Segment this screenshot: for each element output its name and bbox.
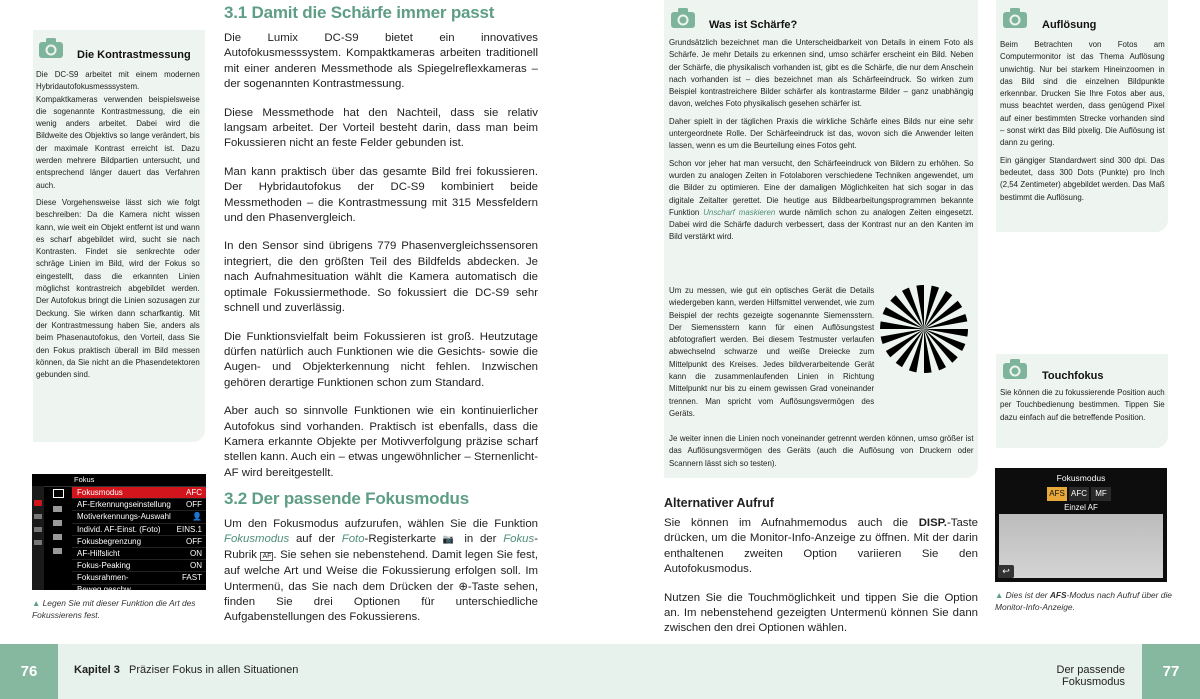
schaerfe-text-mid xyxy=(669,284,874,424)
box-paragraph: Beim Betrachten von Fotos am Computermonitor ist das Thema Auflösung unwichtig. Nur bei starkem Hineinzoomen in das Bild sind die einzelnen Bildpunkte erkennbar. Drucken Sie Ihre Fotos aber aus, muss beachtet werden, dass genügend Pixel auf einer bestimmten Strecke vorhanden sind – sonst wirkt das Bild pixelig. Die Auflösung ist dann zu gering. xyxy=(1000,39,1165,148)
text-run: Schon vor jeher hat man versucht, den Schärfeeindruck von Bildern zu erhöhen. So wurden zu analogen Zeiten in Fotolaboren verschiedene Techniken angewendet, um die Bilder zu optimieren. Eine der damaligen Möglichkeiten hat sich sogar in das digitale Zeitalter gerettet. Die heutige aus Bildbearbeitungsprogrammen bekannte Funktion xyxy=(669,157,974,217)
selected-option-label: Einzel AF xyxy=(1064,503,1098,512)
text-run: -Taste sehen, finden Sie drei Optionen für unterschiedliche Aufgabenstellungen des Fokussierens. xyxy=(224,580,539,624)
star-segment xyxy=(924,329,958,363)
menu-row-value: AFC xyxy=(186,488,202,497)
menu-row-label: Fokusbegrenzung xyxy=(77,536,142,546)
menu-row-label: Fokusmodus xyxy=(77,488,123,497)
section-heading-3-2: 3.2 Der passende Fokusmodus xyxy=(224,489,469,508)
menu-row-label: AF-Erkennungseinstellung xyxy=(77,500,171,510)
menu-row-label: Motiverkennungs-Auswahl xyxy=(77,512,171,522)
caption-text: -Modus nach Aufruf über die Monitor-Info-Anzeige. xyxy=(995,590,1172,612)
paragraph xyxy=(664,516,978,578)
fokus-menu-screenshot xyxy=(32,474,206,594)
screen-title: Fokusmodus xyxy=(1056,473,1106,483)
paragraph: Die Lumix DC-S9 bietet ein innovatives Autofokusmesssystem. Kompaktkameras arbeiten traditionell mit einer anderen Messmethode als Spiegelreflexkameras – der sogenannten Kontrastmessung. xyxy=(224,32,538,91)
caption-afs: AFS xyxy=(1049,590,1067,600)
paragraph: In den Sensor sind übrigens 779 Phasenvergleichssensoren integriert, die den größten Teil des Bildfelds abdecken. Je nach Aufnahmesituation wählt die Kamera automatisch die optimale Fokussiermethode. So fokussiert die DC-S9 sehr schnell und zuverlässig. xyxy=(224,240,538,315)
text-run: -Rubrik xyxy=(224,533,539,561)
menu-row[interactable] xyxy=(72,524,206,536)
caption-triangle-icon: ▲ xyxy=(32,598,43,608)
box-paragraph: Sie können die zu fokussierende Position auch per Touchbedienung bestimmen. Tippen Sie dazu einfach auf die betreffende Position. xyxy=(1000,387,1165,422)
menu-row-value: OFF xyxy=(186,500,202,510)
box-paragraph: Die DC-S9 arbeitet mit einem modernen Hybridautofokusmesssystem. Kompaktkameras verwenden beispielsweise die sogenannte Kontrastmessung, die ein wenig anders arbeitet. Dabei wird die Bildweite des Objektivs so lange verändert, bis der maximale Kontrast erreicht ist. Dazu werden mehrere Bildpartien untersucht, und entsprechend länger dauert das Verfahren auch. xyxy=(36,69,200,190)
function-name: Unscharf maskieren xyxy=(703,206,776,217)
alt-body xyxy=(664,516,978,650)
camera-tab-icon xyxy=(34,500,42,506)
text-run: Um den Fokusmodus aufzurufen, wählen Sie die Funktion xyxy=(224,518,538,530)
text-run: -Registerkarte xyxy=(364,533,443,546)
back-button[interactable]: ↩ xyxy=(998,565,1014,578)
menu-row-value: 👤 xyxy=(192,512,202,522)
box-paragraph: Daher spielt in der täglichen Praxis die wirkliche Schärfe eines Bilds nur eine sehr untergeordnete Rolle. Der Schärfeeindruck ist das, wovon sich die Anwender leiten lassen, wenn es um die Beurteilung eines Fotos geht. xyxy=(669,115,974,151)
option-mf[interactable]: MF xyxy=(1091,487,1111,501)
subtab-icon xyxy=(53,506,62,512)
siemens-star-image xyxy=(879,284,969,374)
af-subtab-icon xyxy=(53,489,64,498)
menu-row-value: OFF xyxy=(186,536,202,546)
set-button-icon: ⊕ xyxy=(458,580,468,593)
caption-text: Legen Sie mit dieser Funktion die Art des Fokussierens fest. xyxy=(32,598,196,620)
menu-row-value: ON xyxy=(190,548,202,558)
text-run: Sie können im Aufnahmemodus auch die xyxy=(664,517,919,529)
text-run: . Sie sehen sie nebenstehend. Damit legen Sie fest, auf welche Art und Weise die Fokussierung erfolgen soll. Im Untermenü, das Sie nach dem Drücken der xyxy=(224,548,538,593)
setup-tab-icon xyxy=(34,540,42,545)
box-paragraph xyxy=(669,157,974,243)
page-number-left: 76 xyxy=(0,644,58,699)
menu-subtab-column xyxy=(44,486,72,590)
menu-row-value: FAST xyxy=(181,573,202,583)
box-paragraph: Je weiter innen die Linien noch voneinander getrennt werden können, umso größer ist das Auflösungsvermögen des Geräts (auch die Auflösung von Druckern oder Scannern lässt sich so testen). xyxy=(669,433,974,468)
chapter-title: Präziser Fokus in allen Situationen xyxy=(129,664,299,676)
camera-icon xyxy=(1002,358,1028,380)
subtab-icon xyxy=(53,520,62,526)
paragraph: Man kann praktisch über das gesamte Bild frei fokussieren. Der Hybridautofokus der DC-S9 kombiniert beide Messmethoden – die Kontrastmessung mit 315 Messfeldern und den Phasenvergleich. xyxy=(224,165,538,225)
menu-row[interactable] xyxy=(72,536,206,548)
menu-row[interactable] xyxy=(72,560,206,572)
caption-triangle-icon: ▲ xyxy=(995,590,1006,600)
option-afc[interactable]: AFC xyxy=(1069,487,1089,501)
menu-row[interactable] xyxy=(72,572,206,594)
camera-icon xyxy=(670,7,696,29)
section-heading-3-1: 3.1 Damit die Schärfe immer passt xyxy=(224,3,495,22)
function-name: Fokusmodus xyxy=(224,533,290,546)
video-tab-icon xyxy=(34,514,42,519)
camera-symbol-icon: 📷 xyxy=(442,534,458,545)
screen-caption xyxy=(995,590,1175,613)
menu-caption xyxy=(32,598,212,621)
chapter-label: Kapitel 3 xyxy=(74,664,120,676)
page-number-right: 77 xyxy=(1142,644,1200,699)
section-name-footer: Der passende Fokusmodus xyxy=(1056,664,1125,688)
camera-icon xyxy=(1002,7,1028,29)
box-paragraph: Diese Vorgehensweise lässt sich wie folgt beschreiben: Da die Kamera nicht wissen kann, wie weit ein Objekt entfernt ist und wann es scharf abgebildet wird, sucht sie nach Kontrasten. Findet sie senkrechte oder schräge Linien im Bild, wird der Fokus so eingestellt, dass die erkannten Linien möglichst kontrastreich abgebildet werden. Der Autofokus bringt die Linien sozusagen zur Deckung. Sie wirken dann scharfkantig. Mit der Kontrastmessung haben Sie, anders als beim Phasenautofokus, den Vorteil, dass Sie den Fokus praktisch überall im Bild messen können, da Sie nicht an die Phasendetektoren gebunden sind. xyxy=(36,196,200,380)
text-run: auf der xyxy=(289,533,342,546)
rubric-name: Fokus xyxy=(503,533,535,546)
text-run: -Taste drücken, um die Monitor-Info-Anzeige zu öffnen. Mit der darin enthaltenen zweiten Option variieren Sie den Autofokusmodus. xyxy=(664,517,978,576)
section-3-1-body xyxy=(224,31,538,494)
chapter-line xyxy=(74,664,298,676)
paragraph: Aber auch so sinnvolle Funktionen wie ein kontinuierlicher Autofokus sind vorhanden. Praktisch ist ebenfalls, dass die Kamera erkannte Objekte per Motivverfolgung präzise scharf stellen kann. Auch ein – etwas ungewöhnlicher – Sternenlicht-AF wird bereitgestellt. xyxy=(224,405,538,479)
kontrastmessung-text xyxy=(36,68,200,385)
option-afs[interactable]: AFS xyxy=(1047,487,1067,501)
section-3-2-body xyxy=(224,517,538,639)
menu-row[interactable] xyxy=(72,499,206,511)
subtab-icon xyxy=(53,534,62,540)
box-paragraph: Um zu messen, wie gut ein optisches Gerät die Details wiedergeben kann, werden Hilfsmittel verwendet, wie zum Beispiel der rechts gezeigte sogenannte Siemensstern. Der Siemensstern kann für einen Auflösungstest abfotografiert werden. Bei diesem Testmuster verlaufen abwechselnd schwarze und weiße Dreiecke zum Mittelpunkt des Kreises. Jedes bildverarbeitende Gerät kann die zusammenlaufenden Linien in Richtung Mittelpunkt nur bis zu einem gewissen Grad voneinander trennen. Man spricht vom Auflösungsvermögen des Geräts. xyxy=(669,285,875,418)
box-paragraph: Grundsätzlich bezeichnet man die Unterscheidbarkeit von Details in einem Foto als Schärfe. Je mehr Details zu erkennen sind, umso schärfer erscheint ein Bild. Neben der Schärfe, die physikalisch vorhanden ist, gibt es die Schärfe, die nur dem Anschein nach vorhanden ist – dies bezeichnet man als Schärfeeindruck. So wirken zum Beispiel kontrastreichere Bilder schärfer als kontrastarme Bilder – ganz unabhängig davon, welches Foto physikalisch gesehen schärfer ist. xyxy=(669,37,974,109)
menu-row-label: AF-Hilfslicht xyxy=(77,548,120,558)
tab-name: Foto xyxy=(341,533,365,546)
caption-text: Dies ist der xyxy=(1005,590,1050,600)
menu-row[interactable] xyxy=(72,511,206,523)
screen-options xyxy=(1047,487,1111,501)
text-run: in der xyxy=(457,533,504,546)
menu-row-value: EINS.1 xyxy=(176,524,202,534)
box-title: Was ist Schärfe? xyxy=(709,19,798,31)
schaerfe-text-top xyxy=(669,36,974,248)
alt-heading: Alternativer Aufruf xyxy=(664,496,774,510)
subtab-icon xyxy=(53,548,62,554)
menu-row-label: Fokusrahmen-Beweg.geschw. xyxy=(77,573,133,594)
fokusmodus-screen xyxy=(995,468,1167,582)
paragraph: Nutzen Sie die Touchmöglichkeit und tippen Sie die Option an. Im nebenstehend gezeigten Untermenü können Sie dann zwischen den drei Optionen wählen. xyxy=(664,591,978,635)
menu-row-label: Fokus-Peaking xyxy=(77,561,131,571)
menu-row-value: ON xyxy=(190,561,202,571)
menu-row-label: Individ. AF-Einst. (Foto) xyxy=(77,524,161,534)
screen-panel xyxy=(999,514,1163,578)
menu-rows xyxy=(72,487,206,594)
menu-row-fokusmodus[interactable] xyxy=(72,487,206,499)
menu-row[interactable] xyxy=(72,548,206,560)
menu-tab-column xyxy=(32,486,44,590)
box-title: Auflösung xyxy=(1042,19,1097,31)
text-run: wurde nämlich schon zu analogen Zeiten eingesetzt. Dabei wird die Schärfe dadurch verbessert, dass der Kontrast nur an den Kanten im Bild verstärkt wird. xyxy=(669,206,974,242)
paragraph: Diese Messmethode hat den Nachteil, dass sie relativ langsam arbeitet. Der Vorteil besteht darin, dass man beim Fokussieren nicht an feste Felder gebunden ist. xyxy=(224,106,538,150)
disp-key: DISP. xyxy=(918,517,947,529)
paragraph: Die Funktionsvielfalt beim Fokussieren ist groß. Heutzutage dürfen natürlich auch Funktionen wie die Gesichts- sowie die Augen- und Objekterkennung nicht fehlen. Inzwischen gehören derartige Funktionen schon zum Standard. xyxy=(224,330,538,389)
camera-icon xyxy=(38,37,64,59)
box-title: Die Kontrastmessung xyxy=(77,49,191,61)
af-symbol-icon: AF xyxy=(262,552,272,560)
box-paragraph: Ein gängiger Standardwert sind 300 dpi. Das bedeutet, dass 300 Dots (Punkte) pro Inch (2,54 Zentimeter) abgebildet werden. Das Maß bestimmt die Auflösung. xyxy=(1000,154,1165,202)
aufloesung-text xyxy=(1000,38,1165,208)
schaerfe-text-bottom xyxy=(669,432,974,474)
star-segment xyxy=(890,295,924,329)
touchfokus-text xyxy=(1000,386,1165,428)
menu-header: Fokus xyxy=(32,474,206,487)
box-title: Touchfokus xyxy=(1042,370,1104,382)
paragraph xyxy=(224,517,538,626)
custom-tab-icon xyxy=(34,527,42,532)
